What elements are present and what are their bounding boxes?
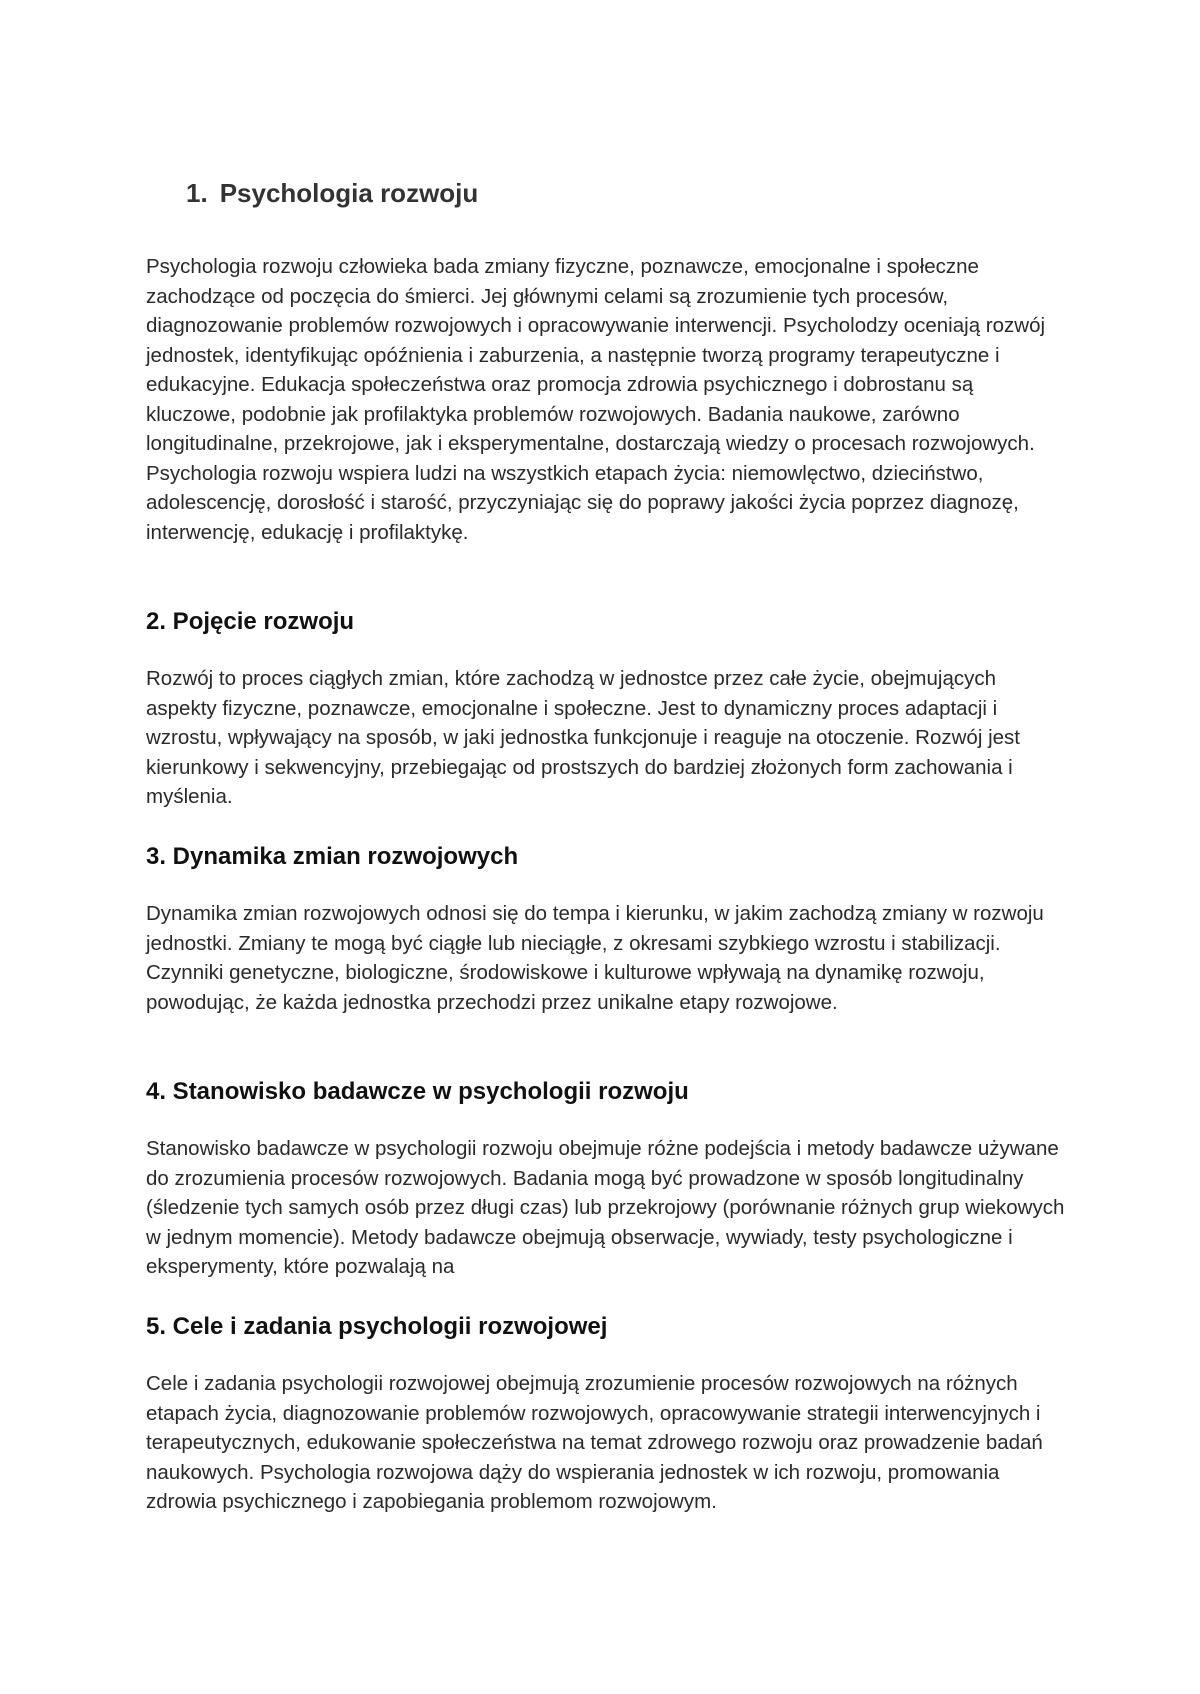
section-5-heading: 5. Cele i zadania psychologii rozwojowej [146, 1313, 608, 1340]
section-4-heading: 4. Stanowisko badawcze w psychologii rozwoju [146, 1078, 689, 1105]
section-4-heading-block [146, 1078, 1066, 1106]
section-3-heading-block [146, 843, 1066, 871]
section-5-heading-block [146, 1313, 1066, 1341]
section-1-heading [186, 178, 478, 209]
section-1-title: Psychologia rozwoju [219, 178, 479, 208]
section-1-body-block [146, 252, 1066, 547]
section-1-number: 1. [186, 178, 208, 208]
section-2-heading-block [146, 608, 1066, 636]
section-5-body-block [146, 1369, 1066, 1517]
section-4-body: Stanowisko badawcze w psychologii rozwoju obejmuje różne podejścia i metody badawcze używane do zrozumienia procesów rozwojowych. Badania mogą być prowadzone w sposób longitudinalny (śledzenie tych samych osób przez długi czas) lub przekrojowy (porównanie różnych grup wiekowych w jednym momencie). Metody badawcze obejmują obserwacje, wywiady, testy psychologiczne i eksperymenty, które pozwalają na [146, 1137, 1065, 1278]
section-2-heading: 2. Pojęcie rozwoju [146, 608, 355, 635]
section-5-body: Cele i zadania psychologii rozwojowej obejmują zrozumienie procesów rozwojowych na różnych etapach życia, diagnozowanie problemów rozwojowych, opracowywanie strategii interwencyjnych i terapeutycznych, edukowanie społeczeństwa na temat zdrowego rozwoju oraz prowadzenie badań naukowych. Psychologia rozwojowa dąży do wspierania jednostek w ich rozwoju, promowania zdrowia psychicznego i zapobiegania problemom rozwojowym. [146, 1372, 1043, 1513]
section-3-body: Dynamika zmian rozwojowych odnosi się do tempa i kierunku, w jakim zachodzą zmiany w rozwoju jednostki. Zmiany te mogą być ciągłe lub nieciągłe, z okresami szybkiego wzrostu i stabilizacji. Czynniki genetyczne, biologiczne, środowiskowe i kulturowe wpływają na dynamikę rozwoju, powodując, że każda jednostka przechodzi przez unikalne etapy rozwojowe. [146, 902, 1044, 1014]
section-2-body-block [146, 664, 1066, 812]
section-3-heading: 3. Dynamika zmian rozwojowych [146, 843, 519, 870]
section-1-body: Psychologia rozwoju człowieka bada zmiany fizyczne, poznawcze, emocjonalne i społeczne zachodzące od poczęcia do śmierci. Jej głównymi celami są zrozumienie tych procesów, diagnozowanie problemów rozwojowych i opracowywanie interwencji. Psycholodzy oceniają rozwój jednostek, identyfikując opóźnienia i zaburzenia, a następnie tworzą programy terapeutyczne i edukacyjne. Edukacja społeczeństwa oraz promocja zdrowia psychicznego i dobrostanu są kluczowe, podobnie jak profilaktyka problemów rozwojowych. Badania naukowe, zarówno longitudinalne, przekrojowe, jak i eksperymentalne, dostarczają wiedzy o procesach rozwojowych. Psychologia rozwoju wspiera ludzi na wszystkich etapach życia: niemowlęctwo, dzieciństwo, adolescencję, dorosłość i starość, przyczyniając się do poprawy jakości życia poprzez diagnozę, interwencję, edukację i profilaktykę. [146, 255, 1046, 544]
section-3-body-block [146, 899, 1066, 1017]
section-4-body-block [146, 1134, 1066, 1282]
section-2-body: Rozwój to proces ciągłych zmian, które zachodzą w jednostce przez całe życie, obejmujących aspekty fizyczne, poznawcze, emocjonalne i społeczne. Jest to dynamiczny proces adaptacji i wzrostu, wpływający na sposób, w jaki jednostka funkcjonuje i reaguje na otoczenie. Rozwój jest kierunkowy i sekwencyjny, przebiegając od prostszych do bardziej złożonych form zachowania i myślenia. [146, 667, 1020, 808]
